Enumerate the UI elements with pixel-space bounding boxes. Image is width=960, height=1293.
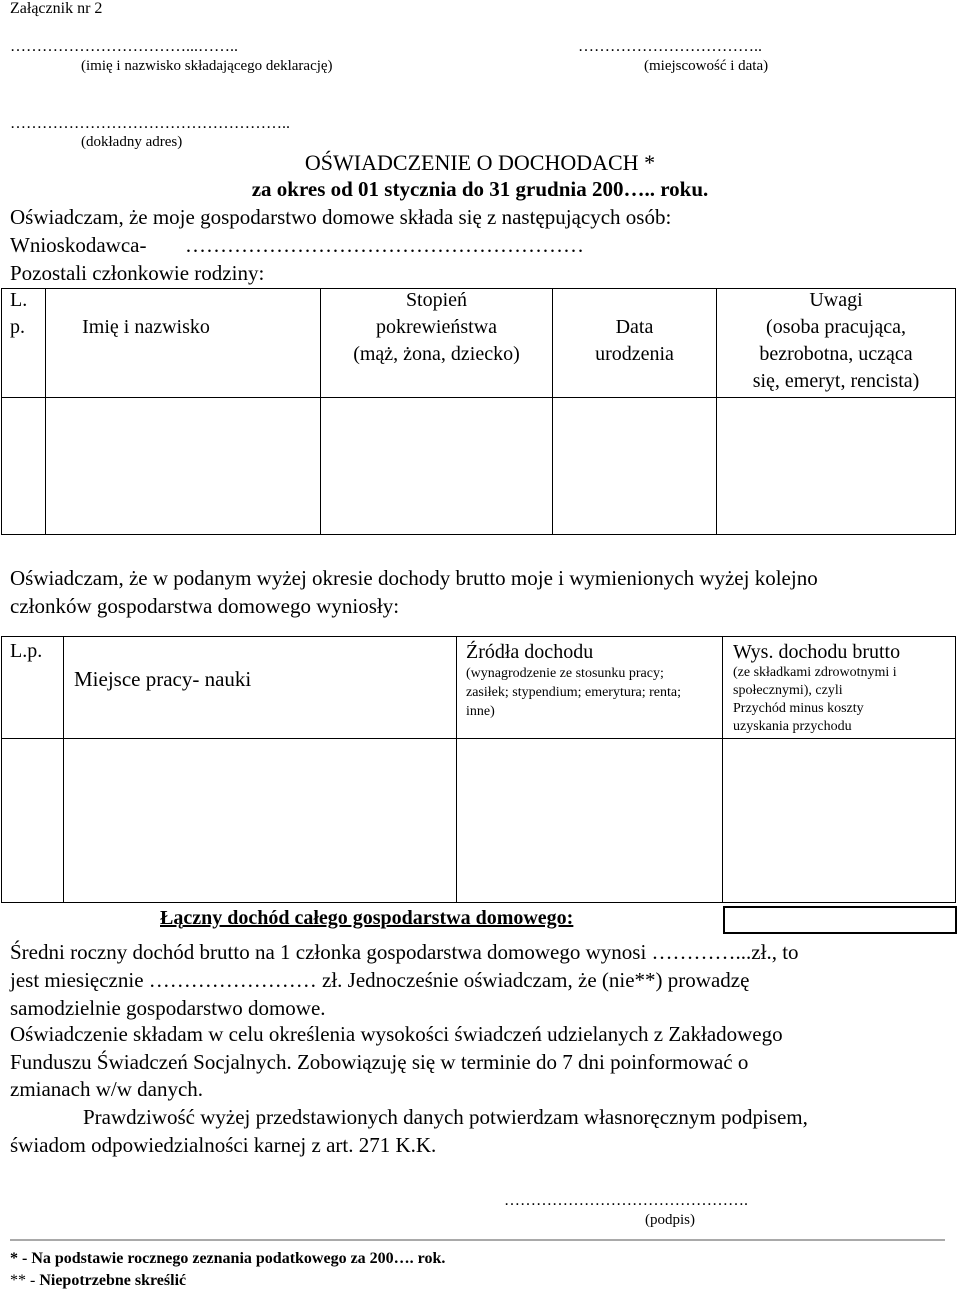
body-line7: Prawdziwość wyżej przedstawionych danych potwierdzam własnoręcznym podpisem, xyxy=(83,1105,808,1129)
members-rows-area[interactable] xyxy=(2,398,955,534)
place-date-dots: …………………………….. xyxy=(578,38,762,55)
address-dots: …………………………………………….. xyxy=(10,115,290,132)
attachment-number: Załącznik nr 2 xyxy=(10,0,103,17)
body-line8: świadom odpowiedzialności karnej z art. 271 K.K. xyxy=(10,1133,437,1157)
applicant-label: Wnioskodawca- xyxy=(10,233,147,257)
total-income-field[interactable] xyxy=(723,906,957,934)
body-line5: Funduszu Świadczeń Socjalnych. Zobowiązuję się w terminie do 7 dni poinformować o xyxy=(10,1050,749,1074)
signature-dots[interactable]: ………………………………………. xyxy=(504,1192,748,1209)
col-relation: Stopień pokrewieństwa (mąż, żona, dziecko) xyxy=(353,289,520,365)
body-line6: zmianach w/w danych. xyxy=(10,1077,204,1101)
col-income-source: Źródła dochodu (wynagrodzenie ze stosunku pracy; zasiłek; stypendium; emerytura; renta; inne) xyxy=(466,641,681,719)
col-income-amount: Wys. dochodu brutto (ze składkami zdrowotnymi i społecznymi), czyli Przychód minus koszty uzyskania przychodu xyxy=(733,641,901,734)
footnote-separator xyxy=(10,1239,945,1241)
other-members-label: Pozostali członkowie rodziny: xyxy=(10,261,265,285)
income-intro-line1: Oświadczam, że w podanym wyżej okresie dochody brutto moje i wymienionych wyżej kolejno xyxy=(10,566,818,590)
income-intro-line2: członków gospodarstwa domowego wyniosły: xyxy=(10,594,400,618)
place-date-label: (miejscowość i data) xyxy=(644,58,769,74)
body-line2: jest miesięcznie …………………… zł. Jednocześnie oświadczam, że (nie**) prowadzę xyxy=(10,968,750,992)
name-label: (imię i nazwisko składającego deklarację) xyxy=(81,58,333,74)
body-line4: Oświadczenie składam w celu określenia wysokości świadczeń udzielanych z Zakładowego xyxy=(10,1022,783,1046)
col-lp: L. p. xyxy=(10,289,28,338)
applicant-field[interactable]: ………………………………………………… xyxy=(185,233,584,257)
col-income-lp: L.p. xyxy=(10,640,43,662)
footnote-2 xyxy=(10,1272,186,1290)
col-birth-date: Data urodzenia xyxy=(595,316,674,365)
total-income-label: Łączny dochód całego gospodarstwa domowego: xyxy=(160,907,574,929)
document-period: za okres od 01 stycznia do 31 grudnia 200….. roku. xyxy=(251,177,709,201)
income-rows-area[interactable] xyxy=(2,739,955,902)
footnote-2-prefix: ** - xyxy=(10,1272,40,1289)
signature-label: (podpis) xyxy=(645,1212,695,1228)
name-dots: ……………………………...…….. xyxy=(10,38,238,55)
body-line1: Średni roczny dochód brutto na 1 członka gospodarstwa domowego wynosi …………...zł., to xyxy=(10,940,799,964)
col-notes: Uwagi (osoba pracująca, bezrobotna, ucząca się, emeryt, rencista) xyxy=(752,289,920,392)
col-workplace: Miejsce pracy- nauki xyxy=(74,667,252,691)
footnote-2-text: Niepotrzebne skreślić xyxy=(39,1272,187,1289)
col-name: Imię i nazwisko xyxy=(82,316,210,338)
address-label: (dokładny adres) xyxy=(81,134,183,150)
document-title: OŚWIADCZENIE O DOCHODACH * xyxy=(304,150,656,175)
household-intro: Oświadczam, że moje gospodarstwo domowe składa się z następujących osób: xyxy=(10,205,672,229)
footnote-1: * - Na podstawie rocznego zeznania podatkowego za 200…. rok. xyxy=(10,1250,446,1267)
body-line3: samodzielnie gospodarstwo domowe. xyxy=(10,996,326,1020)
